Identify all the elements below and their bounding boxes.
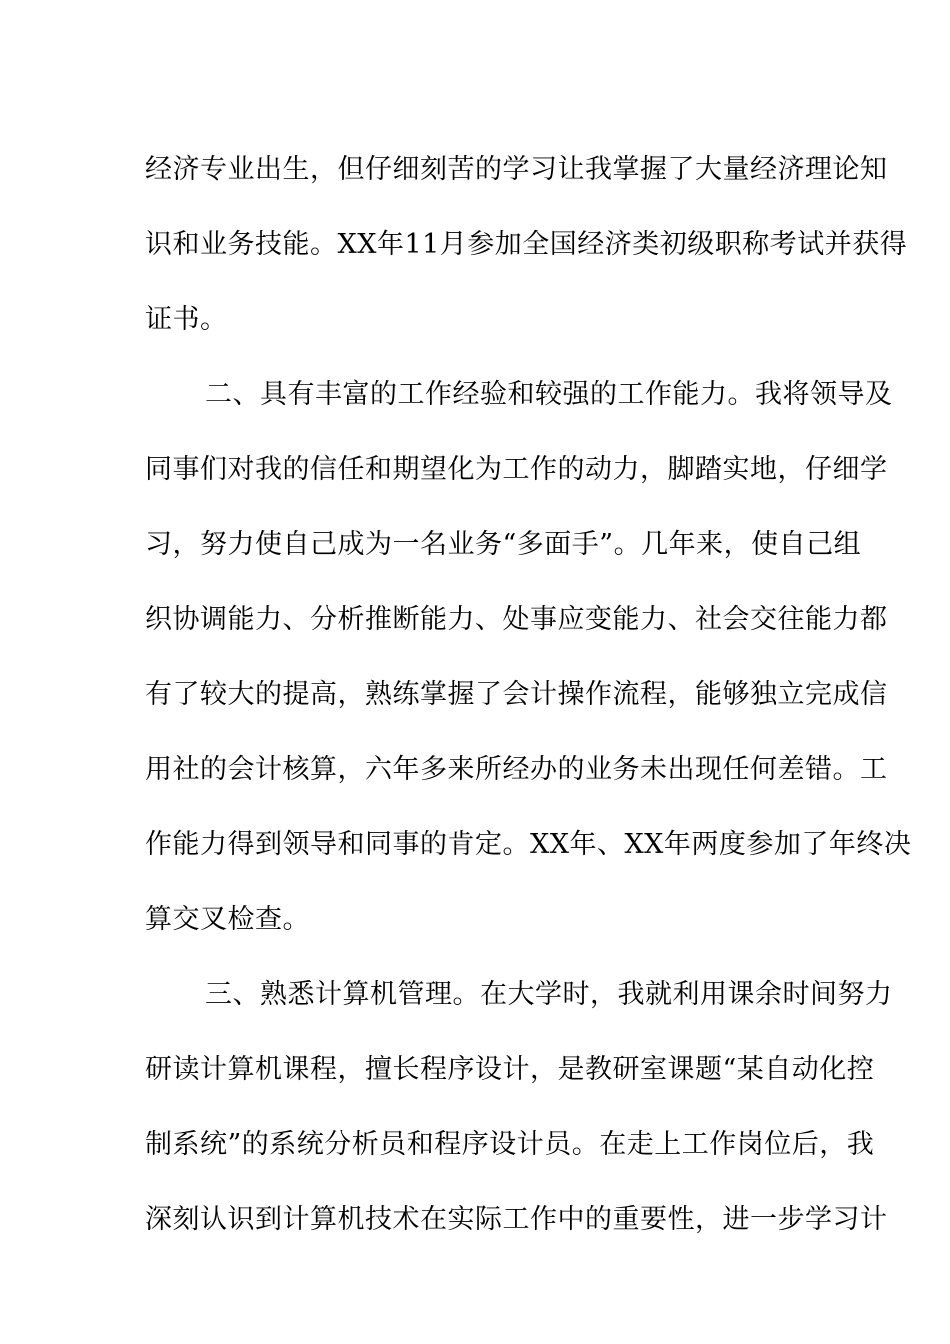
paragraph-heading-line: 三、熟悉计算机管理。在大学时，我就利用课余时间努力 (205, 979, 893, 1010)
text-line: 算交叉检查。 (145, 904, 310, 935)
text-line: 用社的会计核算，六年多来所经办的业务未出现任何差错。工 (145, 754, 888, 785)
text-line: 同事们对我的信任和期望化为工作的动力，脚踏实地，仔细学 (145, 454, 888, 485)
text-line: 证书。 (145, 304, 228, 335)
document-body (145, 132, 912, 1257)
text-line: 深刻认识到计算机技术在实际工作中的重要性，进一步学习计 (145, 1204, 888, 1235)
text-line: 织协调能力、分析推断能力、处事应变能力、社会交往能力都 (145, 604, 888, 635)
text-line: 习，努力使自己成为一名业务“多面手”。几年来，使自己组 (145, 529, 862, 560)
text-line: 制系统”的系统分析员和程序设计员。在走上工作岗位后，我 (145, 1129, 875, 1160)
text-line: 识和业务技能。XX年11月参加全国经济类初级职称考试并获得 (145, 229, 908, 260)
text-line: 研读计算机课程，擅长程序设计，是教研室课题“某自动化控 (145, 1054, 875, 1085)
text-line: 经济专业出生，但仔细刻苦的学习让我掌握了大量经济理论知 (145, 154, 888, 185)
paragraph-heading-line: 二、具有丰富的工作经验和较强的工作能力。我将领导及 (205, 379, 893, 410)
text-line: 作能力得到领导和同事的肯定。XX年、XX年两度参加了年终决 (145, 829, 912, 860)
text-line: 有了较大的提高，熟练掌握了会计操作流程，能够独立完成信 (145, 679, 888, 710)
